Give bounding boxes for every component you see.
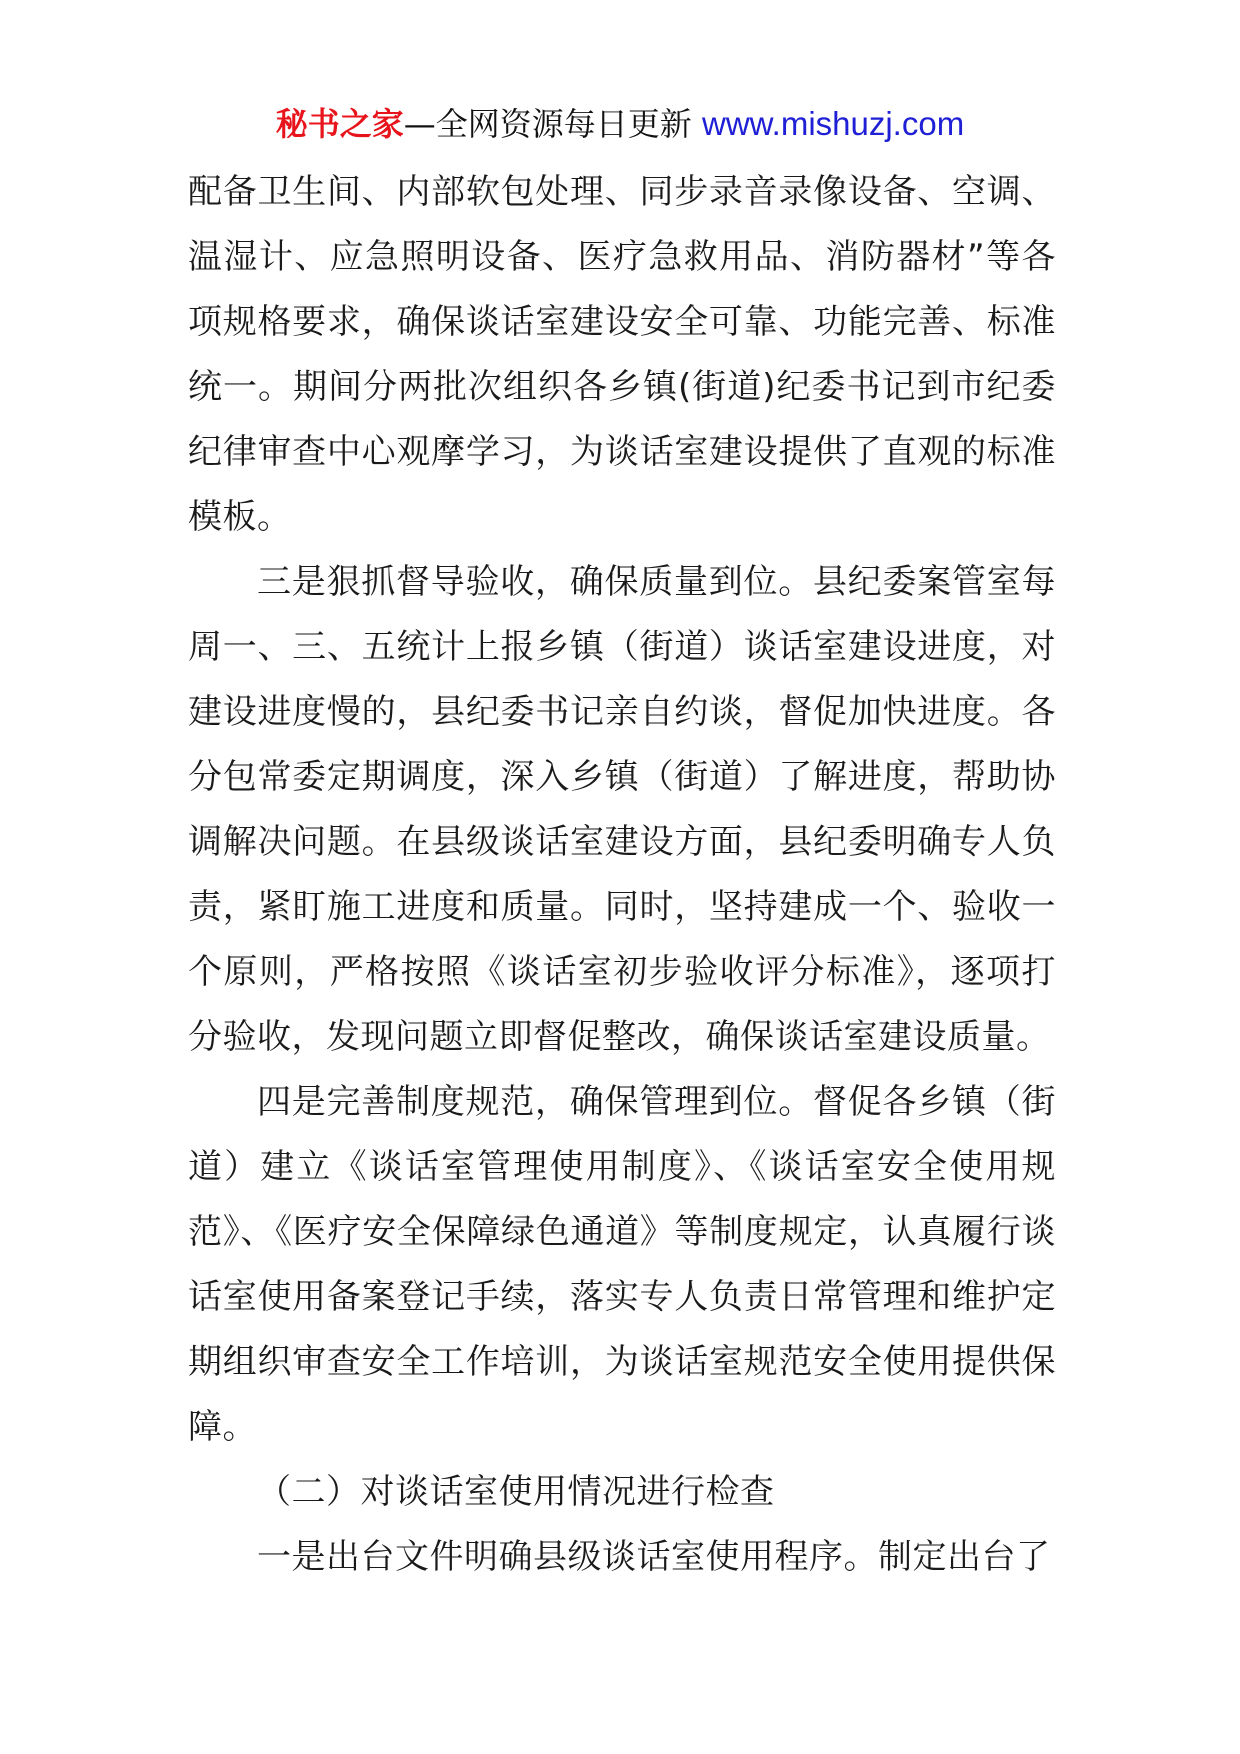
page-header [0,100,1240,148]
document-body [188,160,1056,1590]
paragraph-usage-procedure: 一是出台文件明确县级谈话室使用程序。制定出台了 [257,1537,1051,1577]
paragraph-supervision: 三是狠抓督导验收，确保质量到位。县纪委案管室每周一、三、五统计上报乡镇（街道）谈话室建设进度，对建设进度慢的，县纪委书记亲自约谈，督促加快进度。各分包常委定期调度，深入乡镇（街道）了解进度，帮助协调解决问题。在县级谈话室建设方面，县纪委明确专人负责，紧盯施工进度和质量。同时，坚持建成一个、验收一个原则，严格按照《谈话室初步验收评分标准》，逐项打分验收，发现问题立即督促整改，确保谈话室建设质量。 [188,562,1056,1057]
section-heading: （二）对谈话室使用情况进行检查 [257,1472,775,1512]
paragraph-regulations: 四是完善制度规范，确保管理到位。督促各乡镇（街道）建立《谈话室管理使用制度》、《谈话室安全使用规范》、《医疗安全保障绿色通道》等制度规定，认真履行谈话室使用备案登记手续，落实专人负责日常管理和维护定期组织审查安全工作培训，为谈话室规范安全使用提供保障。 [188,1082,1056,1447]
header-slogan: —全网资源每日更新 [403,105,692,143]
site-url-link[interactable]: www.mishuzj.com [701,105,965,142]
paragraph-continued: 配备卫生间、内部软包处理、同步录音录像设备、空调、温湿计、应急照明设备、医疗急救用品、消防器材”等各项规格要求，确保谈话室建设安全可靠、功能完善、标准统一。期间分两批次组织各乡镇(街道)纪委书记到市纪委纪律审查中心观摩学习，为谈话室建设提供了直观的标准模板。 [188,172,1056,537]
brand-name: 秘书之家 [275,105,404,143]
